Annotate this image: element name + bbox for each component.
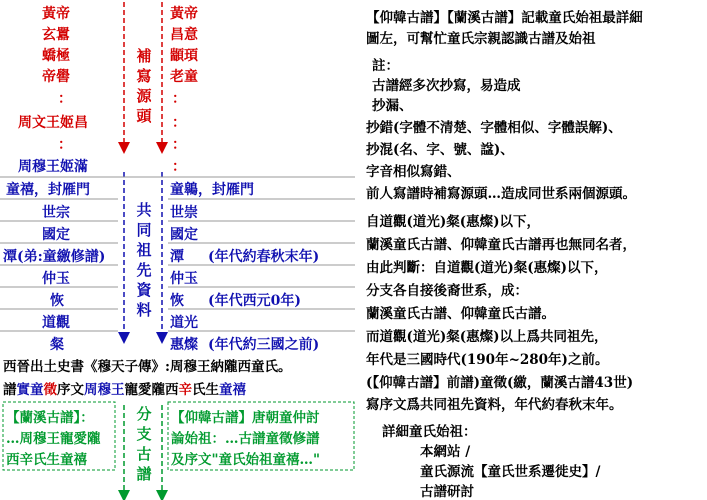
analysis-line-1: 自道觀(道光)粲(惠燦)以下， xyxy=(366,214,541,230)
left-zhongyu: 仲玉 xyxy=(42,271,70,287)
left-ancestor-zhoumu: 周穆王姬滿 xyxy=(18,159,88,175)
right-guoding: 國定 xyxy=(170,227,198,243)
right-ellipsis-4: ： xyxy=(172,159,186,175)
detail-link-source-history[interactable]: 童氏源流【童氏世系遷徙史】/ xyxy=(420,464,601,480)
left-tan: 潭(弟:童繳修譜) xyxy=(3,249,106,265)
right-ellipsis-3: ： xyxy=(172,137,186,153)
left-guoding: 國定 xyxy=(42,227,70,243)
right-hui-note: (年代西元0年) xyxy=(208,293,301,309)
right-shichong: 世崇 xyxy=(170,205,198,221)
label-common-ancestor: 共同祖先資料 xyxy=(136,201,152,319)
left-ellipsis-2: ： xyxy=(58,137,72,153)
analysis-line-4: 分支各自接後裔世系，成： xyxy=(366,283,528,299)
left-shizong: 世宗 xyxy=(42,205,70,221)
green-left-line-2: …周穆王寵愛隴 xyxy=(6,431,101,447)
note-line-3: 抄錯(字體不清楚、字體相似、字體誤解)、 xyxy=(366,120,622,136)
left-ancestor-2: 玄囂 xyxy=(42,27,70,43)
right-hui: 恢 xyxy=(170,293,184,309)
history-note-line-2: 譜實童徵序文周穆王寵愛隴西辛氏生童禧 xyxy=(3,382,246,398)
detail-heading: 詳細童氏始祖： xyxy=(382,424,477,440)
green-left-line-1: 【蘭溪古譜】： xyxy=(6,410,94,426)
analysis-line-7: 年代是三國時代(190年~280年)之前。 xyxy=(366,352,609,368)
note-line-4: 抄混(名、字、號、諡)、 xyxy=(366,142,514,158)
label-supplement-source: 補寫源頭 xyxy=(136,47,152,125)
right-ancestor-4: 老童 xyxy=(170,69,198,85)
green-right-line-1: 【仰韓古譜】唐朝童仲討 xyxy=(171,410,320,426)
analysis-line-5: 蘭溪童氏古譜、仰韓童氏古譜。 xyxy=(366,306,555,322)
green-right-line-2: 論始祖：…古譜童徵修譜 xyxy=(171,431,320,447)
analysis-line-2: 蘭溪童氏古譜、仰韓童氏古譜再也無同名者， xyxy=(366,237,636,253)
right-ellipsis-2: ： xyxy=(172,115,186,131)
right-ancestor-2: 昌意 xyxy=(170,27,198,43)
label-branch-genealogy: 分支古譜 xyxy=(136,405,152,483)
right-ancestor-3: 顓頊 xyxy=(170,48,198,64)
note-line-2: 抄漏、 xyxy=(372,98,413,114)
left-can: 粲 xyxy=(50,337,64,353)
right-ellipsis-1: ： xyxy=(172,91,186,107)
right-daoguang: 道光 xyxy=(170,315,198,331)
analysis-line-8: (【仰韓古譜】前譜)童徵(繳，蘭溪古譜43世) xyxy=(366,375,634,391)
right-zhongyu: 仲玉 xyxy=(170,271,198,287)
left-ancestor-4: 帝嚳 xyxy=(42,69,70,85)
note-line-5: 字音相似寫錯、 xyxy=(366,164,461,180)
green-left-line-3: 西辛氏生童禧 xyxy=(6,452,87,468)
right-tan: 潭 xyxy=(170,249,184,265)
left-ancestor-3: 蟜極 xyxy=(42,48,70,64)
left-daoguan: 道觀 xyxy=(42,315,70,331)
right-huican-note: (年代約三國之前) xyxy=(208,337,320,353)
note-line-6: 前人寫譜時補寫源頭…造成同世系兩個源頭。 xyxy=(366,186,636,202)
left-tongxi: 童禧，封雁門 xyxy=(6,182,90,198)
right-tongjiao: 童鷎，封雁門 xyxy=(170,182,254,198)
left-hui: 恢 xyxy=(50,293,64,309)
history-note-line-1: 西晉出土史書《穆天子傳》:周穆王納隴西童氏。 xyxy=(3,359,292,375)
left-ancestor-1: 黃帝 xyxy=(42,6,70,22)
detail-link-genealogy-study[interactable]: 古譜研討 xyxy=(420,484,474,500)
right-ancestor-1: 黃帝 xyxy=(170,6,198,22)
note-line-1: 古譜經多次抄寫，易造成 xyxy=(372,78,521,94)
analysis-line-6: 而道觀(道光)粲(惠燦)以上爲共同祖先， xyxy=(366,329,608,345)
detail-link-website[interactable]: 本網站 / xyxy=(420,444,471,460)
green-right-line-3: 及序文"童氏始祖童禧…" xyxy=(171,452,321,468)
panel-intro-2: 圖左，可幫忙童氏宗親認識古譜及始祖 xyxy=(366,31,596,47)
note-heading: 註： xyxy=(372,58,399,74)
right-huican: 惠燦 xyxy=(170,337,198,353)
panel-intro-1: 【仰韓古譜】【蘭溪古譜】記載童氏始祖最詳細 xyxy=(366,10,643,26)
right-tan-note: (年代約春秋末年) xyxy=(208,249,320,265)
analysis-line-9: 寫序文爲共同祖先資料，年代約春秋末年。 xyxy=(366,397,623,413)
left-ancestor-zhouwen: 周文王姬昌 xyxy=(18,115,88,131)
analysis-line-3: 由此判斷：自道觀(道光)粲(惠燦)以下， xyxy=(366,260,608,276)
left-ellipsis-1: ： xyxy=(58,91,72,107)
